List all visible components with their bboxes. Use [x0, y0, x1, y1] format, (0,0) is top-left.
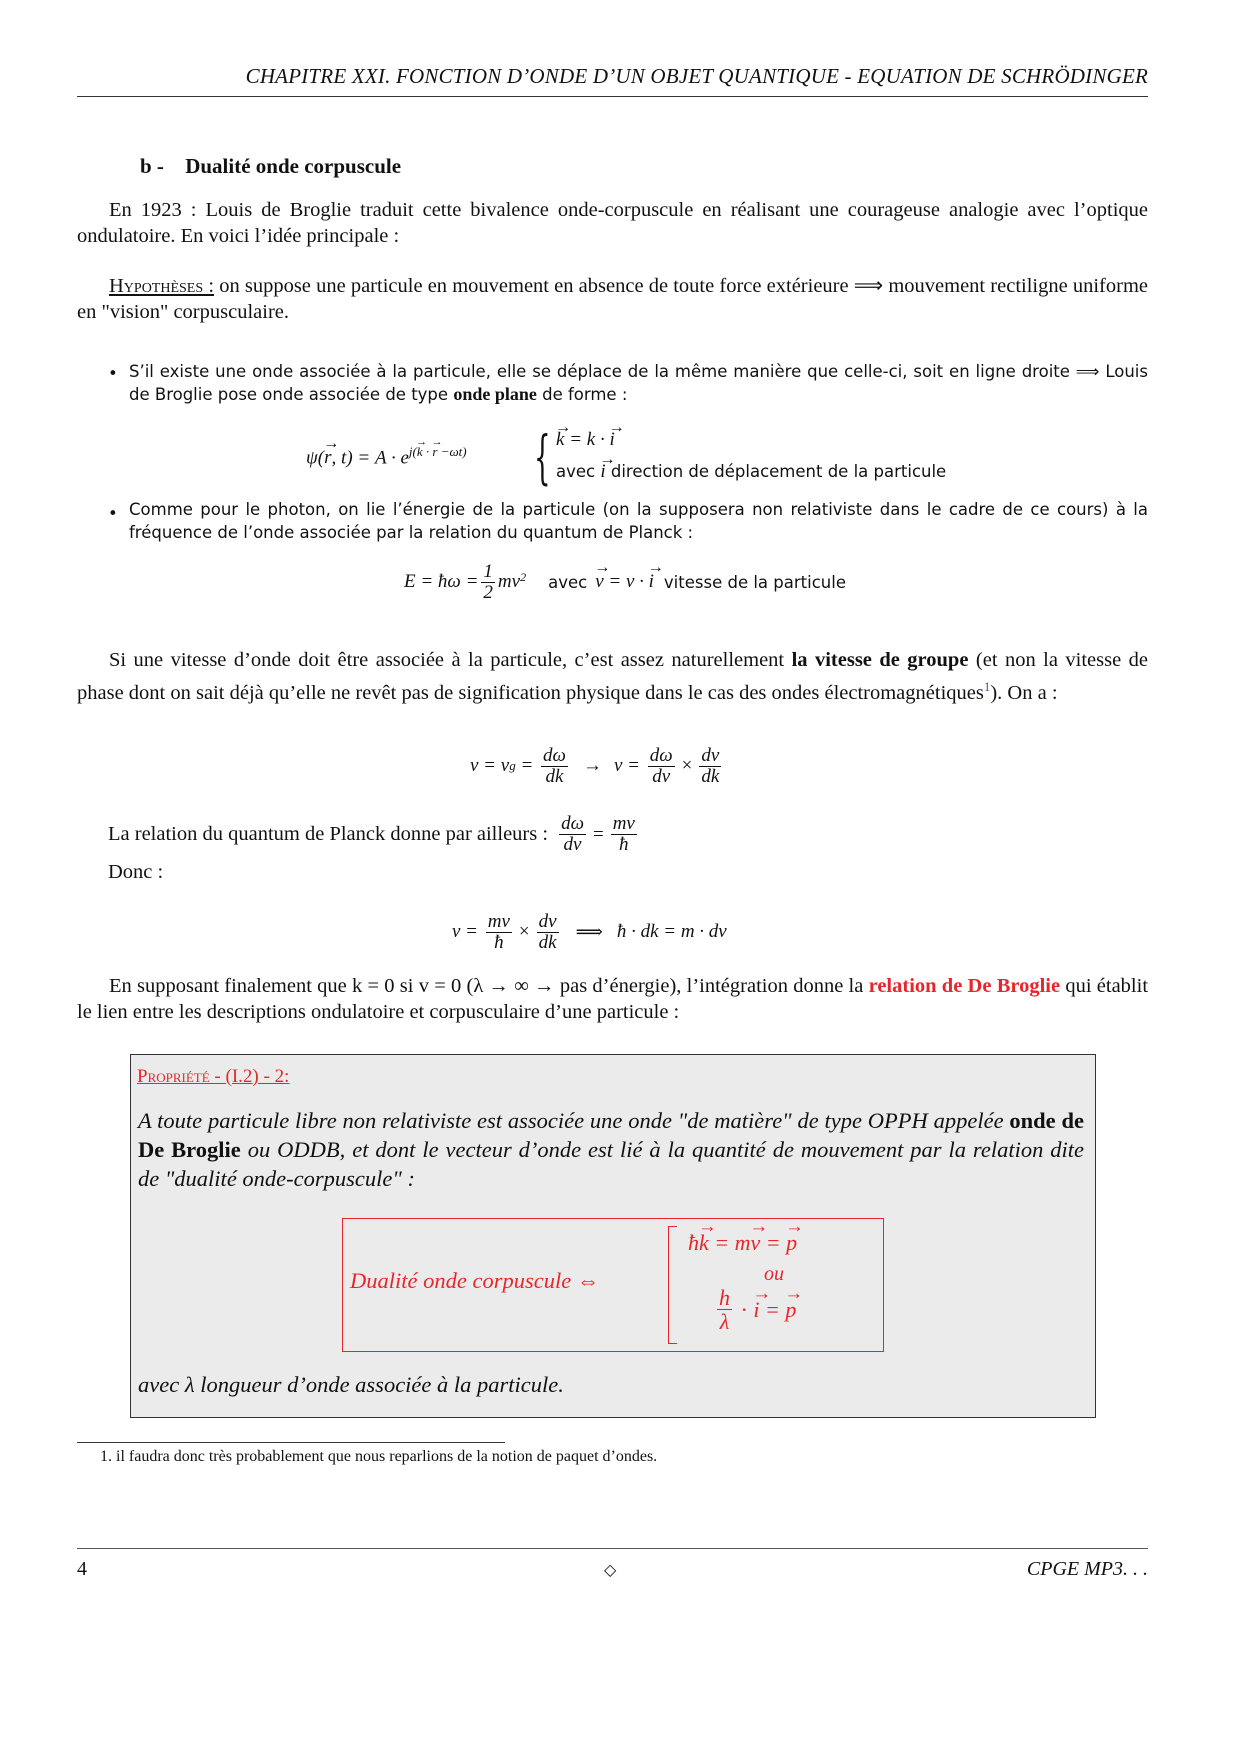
- eq1-v-vector: → v: [751, 1230, 761, 1256]
- property-label: Propriété - (I.2) - 2:: [137, 1066, 290, 1087]
- donc-f2n: dv: [538, 911, 557, 932]
- planck-line: [108, 814, 640, 855]
- energy-tail: vitesse de la particule: [663, 572, 846, 592]
- para3-text-b: qui établit le lien entre les descriptions ondulatoire et corpusculaire d’une particule :: [77, 975, 1149, 1023]
- energy-i-vector: → i: [649, 571, 654, 593]
- donc-arrow: ⟹: [575, 921, 603, 943]
- implies-arrow: ⟹: [853, 275, 884, 297]
- vg-a: v = v: [470, 755, 510, 777]
- vg-times: ×: [681, 755, 693, 777]
- bullet-2-text: Comme pour le photon, on lie l’énergie de la particule (on la supposera non relativiste dans le cadre de ce cours) à la fréquence de l’onde associée par la relation du quantum de Planck :: [129, 500, 1148, 542]
- energy-rhs: mv: [497, 571, 521, 593]
- system-line-2: [556, 460, 946, 484]
- duality-label: Dualité onde corpuscule ⇔: [350, 1268, 600, 1293]
- sys-rest: = k ·: [564, 429, 610, 450]
- r-vector: → r: [324, 447, 331, 469]
- running-header: [77, 64, 1148, 97]
- duality-eq-1: [688, 1230, 797, 1256]
- vg-f2n: dω: [649, 745, 673, 766]
- bullet-dot-2: •: [108, 504, 118, 523]
- section-heading: [140, 154, 401, 179]
- donc-f1n: mv: [487, 911, 510, 932]
- vg-f3n: dv: [701, 745, 720, 766]
- hypotheses-text-a: on suppose une particule en mouvement en absence de toute force extérieure: [219, 275, 849, 297]
- duality-bracket: [668, 1226, 677, 1344]
- energy-equation: [404, 562, 846, 603]
- property-text: [138, 1106, 1084, 1193]
- group-velocity-paragraph: [77, 648, 1148, 706]
- footnote-rule: [77, 1442, 505, 1443]
- eq2-eq: =: [759, 1296, 786, 1322]
- donc-b: ħ · dk = m · dv: [616, 921, 727, 943]
- planck-f2n: mv: [612, 813, 635, 834]
- property-bold: onde de De Broglie: [138, 1108, 1084, 1162]
- para3-red: relation de De Broglie: [868, 975, 1061, 997]
- eq1-k-vector: → k: [699, 1230, 709, 1256]
- para2-text-b: (et non la vitesse de phase dont on sait déjà qu’elle ne revêt pas de signification physique dans le cas des ondes électromagnétiques: [77, 649, 1149, 704]
- energy-sup: 2: [520, 569, 527, 584]
- donc-line: [108, 860, 163, 886]
- footer-diamond: ◇: [604, 1562, 617, 1579]
- bullet-2: [129, 498, 1148, 544]
- intro-paragraph: [77, 198, 1148, 249]
- hypotheses-label: Hypothèses :: [109, 275, 215, 297]
- vg-arrow: →: [582, 755, 602, 777]
- intro-text: En 1923 : Louis de Broglie traduit cette bivalence onde-corpuscule en réalisant une courageuse analogie avec l’optique ondulatoire. En voici l’idée principale :: [77, 199, 1148, 247]
- vg-frac-2: [648, 746, 675, 787]
- planck-frac-2: [611, 814, 637, 855]
- page-number: 4: [77, 1558, 87, 1580]
- duality-eq-2: [714, 1286, 796, 1333]
- vg-f2d: dv: [652, 765, 671, 787]
- energy-avec: avec: [548, 572, 588, 592]
- eq2-fraction: [717, 1286, 732, 1333]
- hypotheses-paragraph: [77, 274, 1148, 325]
- eq2-p-vector: → p: [785, 1297, 796, 1323]
- bullet-1-bold: onde plane: [453, 384, 537, 404]
- exp-r-vector: → r: [432, 444, 437, 460]
- duality-ou: ou: [764, 1263, 784, 1285]
- energy-eq: = v ·: [603, 571, 649, 593]
- eq1-hbar: ħ: [688, 1230, 699, 1255]
- vg-b: =: [515, 755, 539, 777]
- planck-f2d: ħ: [619, 833, 629, 855]
- vg-c: v =: [613, 755, 645, 777]
- bullet-1: [129, 360, 1148, 406]
- vg-f3d: dk: [701, 765, 720, 787]
- section-number: b -: [140, 154, 164, 178]
- exp-dot: ·: [422, 444, 433, 459]
- energy-lhs: E = ħω =: [404, 571, 479, 593]
- header-title: CHAPITRE XXI. FONCTION D’ONDE D’UN OBJET QUANTIQUE - EQUATION DE SCHRÖDINGER: [245, 64, 1148, 88]
- property-text-a: A toute particule libre non relativiste est associée une onde "de matière" de type OPPH appelée: [138, 1108, 1004, 1133]
- footnote-text: 1. il faudra donc très probablement que nous reparlions de la notion de paquet d’ondes.: [100, 1448, 658, 1465]
- half-fraction: [481, 562, 495, 603]
- vg-sub: g: [509, 758, 516, 774]
- system-brace: {: [534, 423, 551, 491]
- property-text-b: ou ODDB, et dont le vecteur d’onde est lié à la quantité de mouvement par la relation dite de "dualité onde-corpuscule" :: [138, 1137, 1085, 1191]
- para2-bold: la vitesse de groupe: [791, 649, 969, 671]
- donc-equation: [452, 912, 727, 953]
- donc-text: Donc :: [108, 861, 164, 883]
- exp-open: j(: [408, 444, 417, 459]
- sys-i-vector: → i: [609, 428, 614, 452]
- vg-f1d: dk: [545, 765, 564, 787]
- planck-f1n: dω: [561, 813, 584, 834]
- planck-text: La relation du quantum de Planck donne par ailleurs :: [108, 822, 549, 845]
- vg-equation: [470, 746, 724, 787]
- vg-f1n: dω: [543, 745, 566, 766]
- v-vector: → v: [595, 571, 603, 593]
- planck-eq: =: [592, 823, 604, 845]
- donc-a: v =: [452, 921, 483, 943]
- sys2-i-vector: → i: [600, 460, 605, 484]
- sys-avec: avec: [556, 462, 601, 481]
- half-num: 1: [483, 561, 493, 582]
- donc-times: ×: [518, 921, 530, 943]
- eq2-num: h: [719, 1285, 730, 1310]
- bullet-1-text-b: de forme :: [542, 385, 628, 404]
- vg-frac-1: [541, 746, 568, 787]
- property-closing: avec λ longueur d’onde associée à la particule.: [138, 1372, 564, 1397]
- eq1-p-vector: → p: [786, 1230, 797, 1256]
- psi-rhs: , t) = A · e: [331, 447, 409, 469]
- eq1-eq: =: [760, 1230, 787, 1255]
- donc-f1d: ħ: [494, 931, 504, 953]
- donc-f2d: dk: [538, 931, 557, 953]
- psi-equation: [306, 444, 467, 469]
- para2-text-a: Si une vitesse d’onde doit être associée à la particule, c’est assez naturellement: [109, 649, 785, 671]
- planck-f1d: dv: [563, 833, 582, 855]
- hypotheses-text-b: mouvement rectiligne uniforme en "vision" corpusculaire.: [77, 275, 1149, 323]
- sys-k-vector: → k: [556, 428, 564, 452]
- bullet-dot: •: [108, 364, 118, 383]
- bullet-1-text-a: S’il existe une onde associée à la particule, elle se déplace de la même manière que celle-ci, soit en ligne droite ⟹ Louis de Broglie pose onde associée de type: [129, 362, 1148, 404]
- psi-fn: ψ(: [306, 447, 325, 469]
- planck-frac-1: [559, 814, 586, 855]
- footer-rule: [77, 1548, 1148, 1549]
- eq2-den: λ: [719, 1309, 730, 1335]
- eq2-i-vector: → i: [753, 1297, 759, 1323]
- para2-text-c: ). On a :: [990, 681, 1058, 704]
- para3-text-a: En supposant finalement que k = 0 si v = 0 (λ → ∞ → pas d’énergie), l’intégration donne la: [109, 975, 864, 997]
- sys2-text: direction de déplacement de la particule: [605, 462, 947, 481]
- eq2-dot: ·: [735, 1296, 754, 1322]
- de-broglie-paragraph: [77, 974, 1148, 1025]
- section-title: Dualité onde corpuscule: [185, 154, 402, 178]
- exp-k-vector: → k: [417, 444, 423, 460]
- eq1-m: = m: [708, 1230, 751, 1255]
- donc-frac-2: [537, 912, 559, 953]
- donc-frac-1: [486, 912, 512, 953]
- half-den: 2: [483, 581, 493, 603]
- footnote-ref[interactable]: 1: [983, 678, 991, 694]
- footer-right: CPGE MP3. . .: [1026, 1558, 1148, 1580]
- exp-close: −ωt): [437, 444, 467, 459]
- vg-frac-3: [699, 746, 721, 787]
